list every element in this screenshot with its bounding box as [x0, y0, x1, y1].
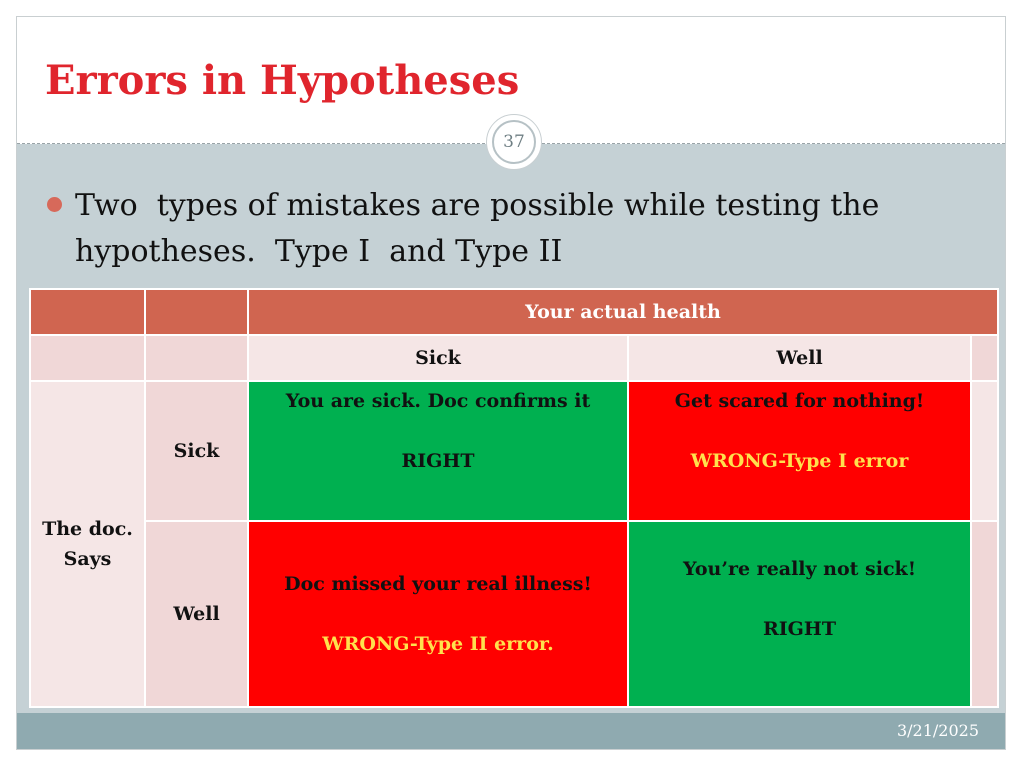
slide	[16, 16, 1006, 750]
page-number: 37	[492, 120, 536, 164]
row-pad-cell	[971, 381, 998, 521]
cell-message: Doc missed your real illness!	[284, 573, 592, 595]
column-label-row	[30, 335, 998, 381]
cell-verdict: RIGHT	[763, 618, 836, 640]
column-label-well: Well	[628, 335, 971, 381]
bullet-item	[47, 183, 977, 275]
slide-date: 3/21/2025	[896, 721, 979, 740]
cell-verdict: WRONG-Type I error	[690, 450, 909, 472]
row-group-label: The doc. Says	[30, 381, 145, 707]
column-label-sick: Sick	[248, 335, 628, 381]
row-label-sick: Sick	[145, 381, 248, 521]
cell-verdict: RIGHT	[401, 450, 475, 472]
header-blank-cell	[30, 289, 145, 335]
page-number-badge	[486, 114, 542, 170]
footer-bar	[17, 713, 1005, 749]
column-blank-cell	[145, 335, 248, 381]
actual-health-header: Your actual health	[248, 289, 998, 335]
cell-verdict: WRONG-Type II error.	[322, 633, 554, 655]
row-label-well: Well	[145, 521, 248, 707]
column-blank-cell	[30, 335, 145, 381]
bullet-dot-icon	[47, 197, 62, 212]
cell-sick-sick	[248, 381, 628, 521]
header-blank-cell	[145, 289, 248, 335]
row-pad-cell	[971, 521, 998, 707]
cell-message: You’re really not sick!	[682, 558, 917, 580]
table-row	[30, 381, 998, 521]
bullet-text: Two types of mistakes are possible while testing the hypotheses. Type I and Type II	[75, 188, 889, 269]
slide-title: Errors in Hypotheses	[45, 57, 520, 104]
table-header-row	[30, 289, 998, 335]
cell-well-well	[628, 521, 971, 707]
table-row	[30, 521, 998, 707]
cell-sick-well	[628, 381, 971, 521]
cell-message: You are sick. Doc confirms it	[285, 390, 591, 412]
column-pad-cell	[971, 335, 998, 381]
error-matrix-table	[29, 288, 999, 708]
cell-message: Get scared for nothing!	[674, 390, 925, 412]
cell-well-sick	[248, 521, 628, 707]
